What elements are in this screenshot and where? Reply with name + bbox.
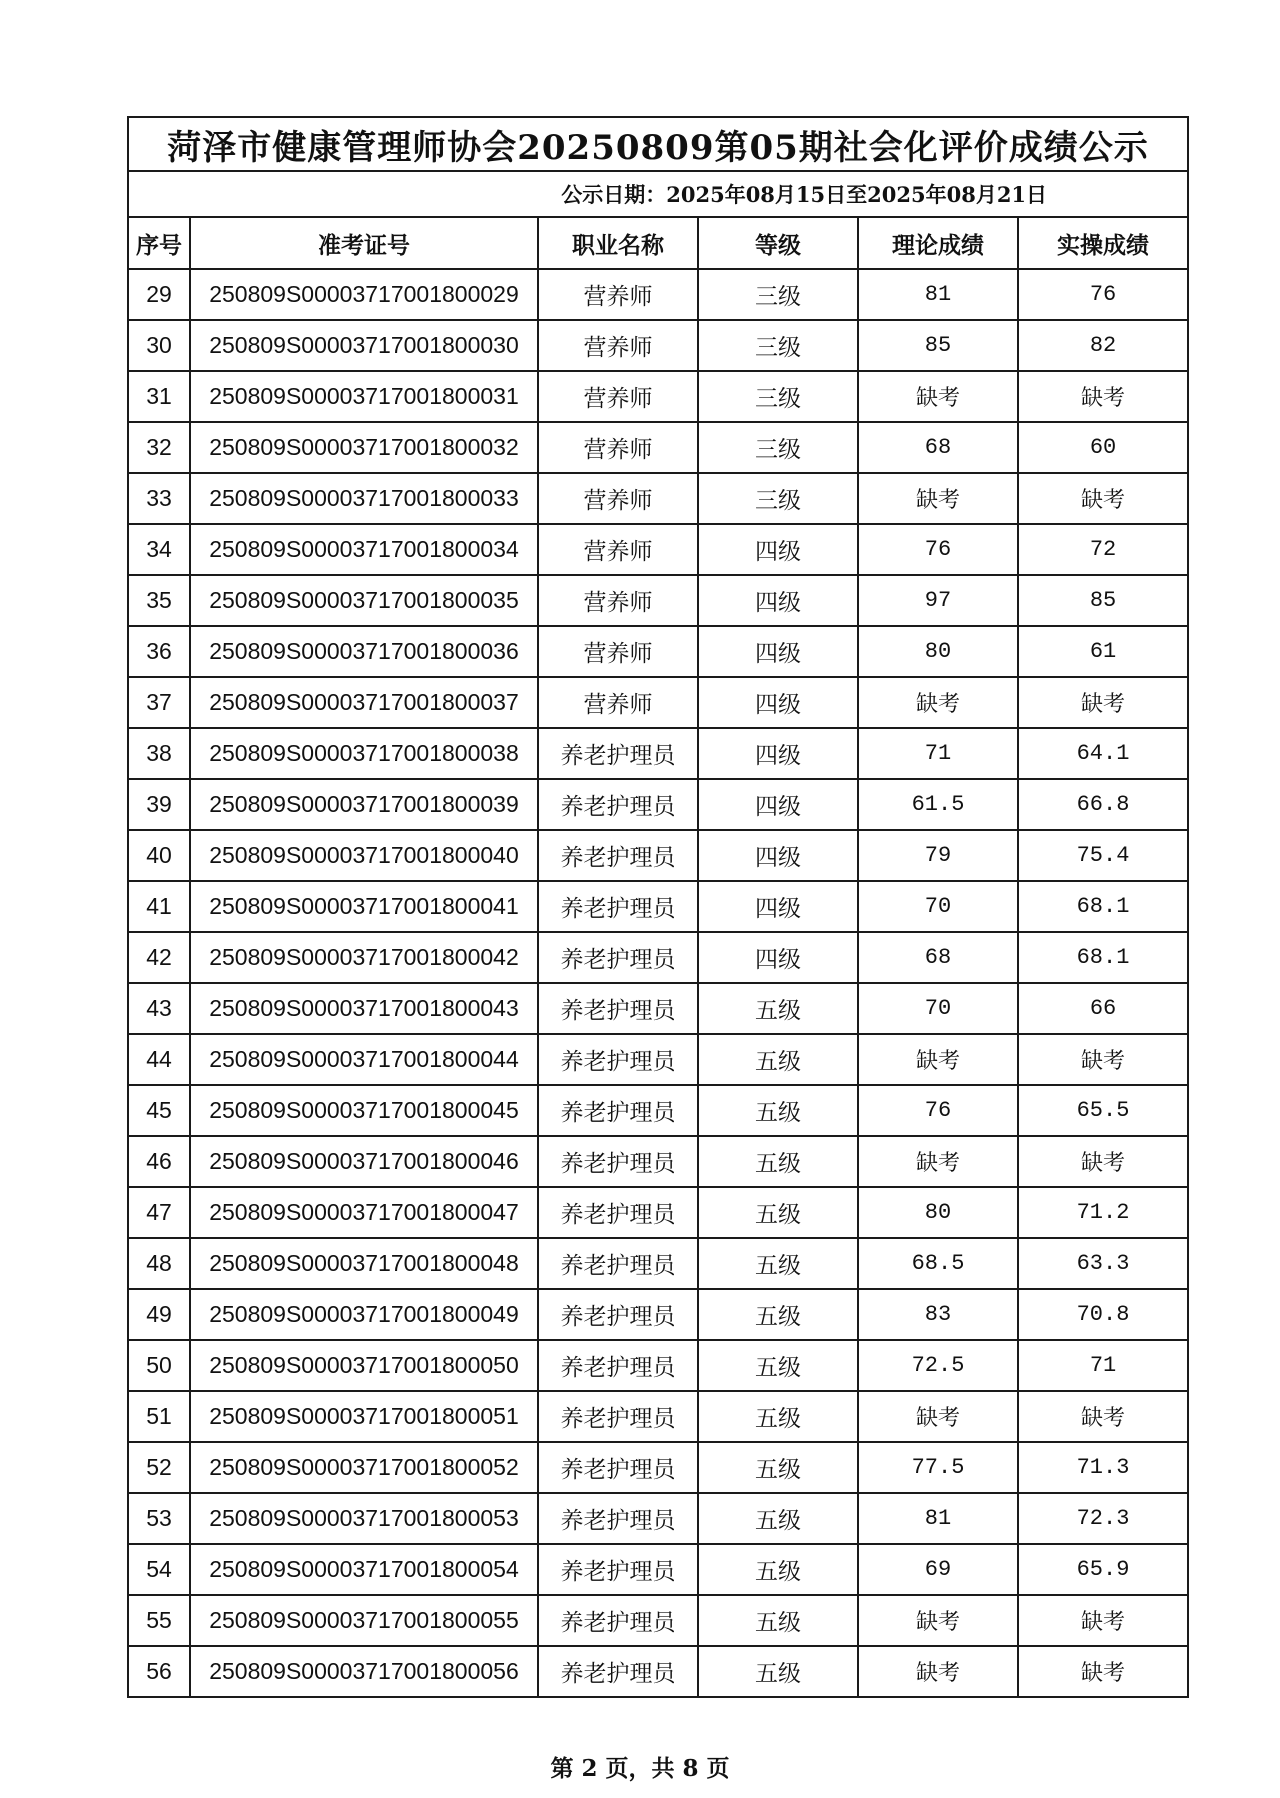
ticket-number: 250809S00003717001800042 xyxy=(190,932,538,983)
row-index: 53 xyxy=(128,1493,190,1544)
practical-score: 82 xyxy=(1018,320,1188,371)
level: 五级 xyxy=(698,1085,858,1136)
practical-score: 72.3 xyxy=(1018,1493,1188,1544)
occupation: 养老护理员 xyxy=(538,1289,698,1340)
level: 五级 xyxy=(698,1289,858,1340)
header-occupation: 职业名称 xyxy=(538,217,698,269)
practical-score: 缺考 xyxy=(1018,1034,1188,1085)
page-footer: 第 2 页，共 8 页 xyxy=(550,1755,730,1782)
theory-score: 缺考 xyxy=(858,677,1018,728)
table-row xyxy=(128,1289,1188,1340)
level: 五级 xyxy=(698,1646,858,1697)
table-row xyxy=(128,983,1188,1034)
page-title: 菏泽市健康管理师协会20250809第05期社会化评价成绩公示 xyxy=(128,117,1188,171)
row-index: 54 xyxy=(128,1544,190,1595)
occupation: 养老护理员 xyxy=(538,983,698,1034)
ticket-number: 250809S00003717001800048 xyxy=(190,1238,538,1289)
row-index: 49 xyxy=(128,1289,190,1340)
level: 三级 xyxy=(698,473,858,524)
level: 三级 xyxy=(698,269,858,320)
theory-score: 97 xyxy=(858,575,1018,626)
table-row xyxy=(128,1442,1188,1493)
level: 三级 xyxy=(698,320,858,371)
practical-score: 缺考 xyxy=(1018,473,1188,524)
theory-score: 缺考 xyxy=(858,1391,1018,1442)
theory-score: 缺考 xyxy=(858,1034,1018,1085)
ticket-number: 250809S00003717001800044 xyxy=(190,1034,538,1085)
occupation: 营养师 xyxy=(538,269,698,320)
ticket-number: 250809S00003717001800041 xyxy=(190,881,538,932)
practical-score: 71.2 xyxy=(1018,1187,1188,1238)
row-index: 39 xyxy=(128,779,190,830)
occupation: 营养师 xyxy=(538,575,698,626)
table-row xyxy=(128,1544,1188,1595)
practical-score: 70.8 xyxy=(1018,1289,1188,1340)
level: 五级 xyxy=(698,1034,858,1085)
occupation: 养老护理员 xyxy=(538,1034,698,1085)
table-row xyxy=(128,524,1188,575)
occupation: 养老护理员 xyxy=(538,1187,698,1238)
table-row xyxy=(128,422,1188,473)
ticket-number: 250809S00003717001800052 xyxy=(190,1442,538,1493)
level: 五级 xyxy=(698,1595,858,1646)
level: 五级 xyxy=(698,1187,858,1238)
practical-score: 85 xyxy=(1018,575,1188,626)
table-row xyxy=(128,269,1188,320)
row-index: 42 xyxy=(128,932,190,983)
row-index: 31 xyxy=(128,371,190,422)
ticket-number: 250809S00003717001800038 xyxy=(190,728,538,779)
occupation: 养老护理员 xyxy=(538,1544,698,1595)
practical-score: 61 xyxy=(1018,626,1188,677)
ticket-number: 250809S00003717001800030 xyxy=(190,320,538,371)
practical-score: 66.8 xyxy=(1018,779,1188,830)
theory-score: 缺考 xyxy=(858,1136,1018,1187)
row-index: 51 xyxy=(128,1391,190,1442)
row-index: 41 xyxy=(128,881,190,932)
row-index: 46 xyxy=(128,1136,190,1187)
level: 五级 xyxy=(698,1340,858,1391)
row-index: 50 xyxy=(128,1340,190,1391)
occupation: 营养师 xyxy=(538,524,698,575)
theory-score: 81 xyxy=(858,269,1018,320)
practical-score: 66 xyxy=(1018,983,1188,1034)
ticket-number: 250809S00003717001800029 xyxy=(190,269,538,320)
ticket-number: 250809S00003717001800032 xyxy=(190,422,538,473)
practical-score: 缺考 xyxy=(1018,371,1188,422)
table-row xyxy=(128,1391,1188,1442)
table-row xyxy=(128,1034,1188,1085)
row-index: 52 xyxy=(128,1442,190,1493)
level: 四级 xyxy=(698,626,858,677)
theory-score: 80 xyxy=(858,626,1018,677)
table-row xyxy=(128,1085,1188,1136)
table-row xyxy=(128,575,1188,626)
table-row xyxy=(128,677,1188,728)
table-row xyxy=(128,1187,1188,1238)
header-index: 序号 xyxy=(128,217,190,269)
practical-score: 64.1 xyxy=(1018,728,1188,779)
level: 五级 xyxy=(698,1544,858,1595)
row-index: 40 xyxy=(128,830,190,881)
occupation: 养老护理员 xyxy=(538,779,698,830)
ticket-number: 250809S00003717001800053 xyxy=(190,1493,538,1544)
row-index: 35 xyxy=(128,575,190,626)
table-row xyxy=(128,626,1188,677)
header-practical-score: 实操成绩 xyxy=(1018,217,1188,269)
ticket-number: 250809S00003717001800054 xyxy=(190,1544,538,1595)
theory-score: 85 xyxy=(858,320,1018,371)
theory-score: 79 xyxy=(858,830,1018,881)
level: 四级 xyxy=(698,881,858,932)
row-index: 38 xyxy=(128,728,190,779)
ticket-number: 250809S00003717001800046 xyxy=(190,1136,538,1187)
level: 三级 xyxy=(698,371,858,422)
header-level: 等级 xyxy=(698,217,858,269)
score-table xyxy=(127,116,1189,1698)
level: 四级 xyxy=(698,830,858,881)
header-theory-score: 理论成绩 xyxy=(858,217,1018,269)
level: 四级 xyxy=(698,575,858,626)
row-index: 34 xyxy=(128,524,190,575)
theory-score: 81 xyxy=(858,1493,1018,1544)
row-index: 37 xyxy=(128,677,190,728)
practical-score: 75.4 xyxy=(1018,830,1188,881)
ticket-number: 250809S00003717001800035 xyxy=(190,575,538,626)
notice-date: 公示日期：2025年08月15日至2025年08月21日 xyxy=(128,171,1188,217)
row-index: 43 xyxy=(128,983,190,1034)
practical-score: 60 xyxy=(1018,422,1188,473)
ticket-number: 250809S00003717001800049 xyxy=(190,1289,538,1340)
theory-score: 缺考 xyxy=(858,371,1018,422)
table-row xyxy=(128,1136,1188,1187)
occupation: 营养师 xyxy=(538,677,698,728)
level: 四级 xyxy=(698,728,858,779)
theory-score: 68 xyxy=(858,422,1018,473)
ticket-number: 250809S00003717001800040 xyxy=(190,830,538,881)
score-sheet xyxy=(127,116,1187,1698)
level: 五级 xyxy=(698,1442,858,1493)
practical-score: 65.5 xyxy=(1018,1085,1188,1136)
table-row xyxy=(128,1646,1188,1697)
level: 五级 xyxy=(698,1136,858,1187)
ticket-number: 250809S00003717001800033 xyxy=(190,473,538,524)
ticket-number: 250809S00003717001800039 xyxy=(190,779,538,830)
theory-score: 68 xyxy=(858,932,1018,983)
table-row xyxy=(128,830,1188,881)
practical-score: 72 xyxy=(1018,524,1188,575)
row-index: 44 xyxy=(128,1034,190,1085)
level: 四级 xyxy=(698,932,858,983)
table-row xyxy=(128,1340,1188,1391)
ticket-number: 250809S00003717001800055 xyxy=(190,1595,538,1646)
theory-score: 69 xyxy=(858,1544,1018,1595)
ticket-number: 250809S00003717001800034 xyxy=(190,524,538,575)
practical-score: 缺考 xyxy=(1018,1595,1188,1646)
table-row xyxy=(128,1595,1188,1646)
ticket-number: 250809S00003717001800051 xyxy=(190,1391,538,1442)
theory-score: 72.5 xyxy=(858,1340,1018,1391)
practical-score: 71.3 xyxy=(1018,1442,1188,1493)
table-header-row xyxy=(128,217,1188,269)
theory-score: 76 xyxy=(858,1085,1018,1136)
occupation: 营养师 xyxy=(538,626,698,677)
table-row xyxy=(128,779,1188,830)
practical-score: 缺考 xyxy=(1018,1391,1188,1442)
row-index: 29 xyxy=(128,269,190,320)
row-index: 30 xyxy=(128,320,190,371)
theory-score: 61.5 xyxy=(858,779,1018,830)
theory-score: 83 xyxy=(858,1289,1018,1340)
theory-score: 77.5 xyxy=(858,1442,1018,1493)
occupation: 养老护理员 xyxy=(538,1646,698,1697)
occupation: 营养师 xyxy=(538,473,698,524)
table-row xyxy=(128,320,1188,371)
occupation: 养老护理员 xyxy=(538,1391,698,1442)
occupation: 养老护理员 xyxy=(538,1442,698,1493)
occupation: 营养师 xyxy=(538,320,698,371)
practical-score: 71 xyxy=(1018,1340,1188,1391)
theory-score: 71 xyxy=(858,728,1018,779)
practical-score: 缺考 xyxy=(1018,1136,1188,1187)
theory-score: 70 xyxy=(858,983,1018,1034)
table-row xyxy=(128,728,1188,779)
row-index: 33 xyxy=(128,473,190,524)
row-index: 36 xyxy=(128,626,190,677)
ticket-number: 250809S00003717001800045 xyxy=(190,1085,538,1136)
ticket-number: 250809S00003717001800043 xyxy=(190,983,538,1034)
theory-score: 缺考 xyxy=(858,1595,1018,1646)
practical-score: 68.1 xyxy=(1018,932,1188,983)
occupation: 营养师 xyxy=(538,371,698,422)
level: 三级 xyxy=(698,422,858,473)
table-row xyxy=(128,1238,1188,1289)
header-ticket-number: 准考证号 xyxy=(190,217,538,269)
practical-score: 68.1 xyxy=(1018,881,1188,932)
theory-score: 68.5 xyxy=(858,1238,1018,1289)
level: 五级 xyxy=(698,983,858,1034)
row-index: 56 xyxy=(128,1646,190,1697)
occupation: 养老护理员 xyxy=(538,728,698,779)
ticket-number: 250809S00003717001800047 xyxy=(190,1187,538,1238)
occupation: 养老护理员 xyxy=(538,932,698,983)
table-row xyxy=(128,371,1188,422)
row-index: 32 xyxy=(128,422,190,473)
practical-score: 65.9 xyxy=(1018,1544,1188,1595)
occupation: 养老护理员 xyxy=(538,881,698,932)
level: 五级 xyxy=(698,1238,858,1289)
level: 四级 xyxy=(698,677,858,728)
row-index: 48 xyxy=(128,1238,190,1289)
occupation: 养老护理员 xyxy=(538,1085,698,1136)
occupation: 养老护理员 xyxy=(538,1493,698,1544)
theory-score: 76 xyxy=(858,524,1018,575)
level: 五级 xyxy=(698,1493,858,1544)
ticket-number: 250809S00003717001800056 xyxy=(190,1646,538,1697)
theory-score: 80 xyxy=(858,1187,1018,1238)
practical-score: 63.3 xyxy=(1018,1238,1188,1289)
ticket-number: 250809S00003717001800037 xyxy=(190,677,538,728)
occupation: 养老护理员 xyxy=(538,1340,698,1391)
level: 四级 xyxy=(698,524,858,575)
row-index: 45 xyxy=(128,1085,190,1136)
theory-score: 缺考 xyxy=(858,1646,1018,1697)
ticket-number: 250809S00003717001800050 xyxy=(190,1340,538,1391)
row-index: 55 xyxy=(128,1595,190,1646)
row-index: 47 xyxy=(128,1187,190,1238)
practical-score: 缺考 xyxy=(1018,677,1188,728)
theory-score: 缺考 xyxy=(858,473,1018,524)
table-row xyxy=(128,932,1188,983)
occupation: 养老护理员 xyxy=(538,1136,698,1187)
table-row xyxy=(128,1493,1188,1544)
theory-score: 70 xyxy=(858,881,1018,932)
table-row xyxy=(128,881,1188,932)
table-body xyxy=(128,269,1188,1697)
ticket-number: 250809S00003717001800036 xyxy=(190,626,538,677)
ticket-number: 250809S00003717001800031 xyxy=(190,371,538,422)
practical-score: 缺考 xyxy=(1018,1646,1188,1697)
practical-score: 76 xyxy=(1018,269,1188,320)
level: 四级 xyxy=(698,779,858,830)
occupation: 养老护理员 xyxy=(538,830,698,881)
level: 五级 xyxy=(698,1391,858,1442)
occupation: 养老护理员 xyxy=(538,1238,698,1289)
table-row xyxy=(128,473,1188,524)
occupation: 营养师 xyxy=(538,422,698,473)
occupation: 养老护理员 xyxy=(538,1595,698,1646)
